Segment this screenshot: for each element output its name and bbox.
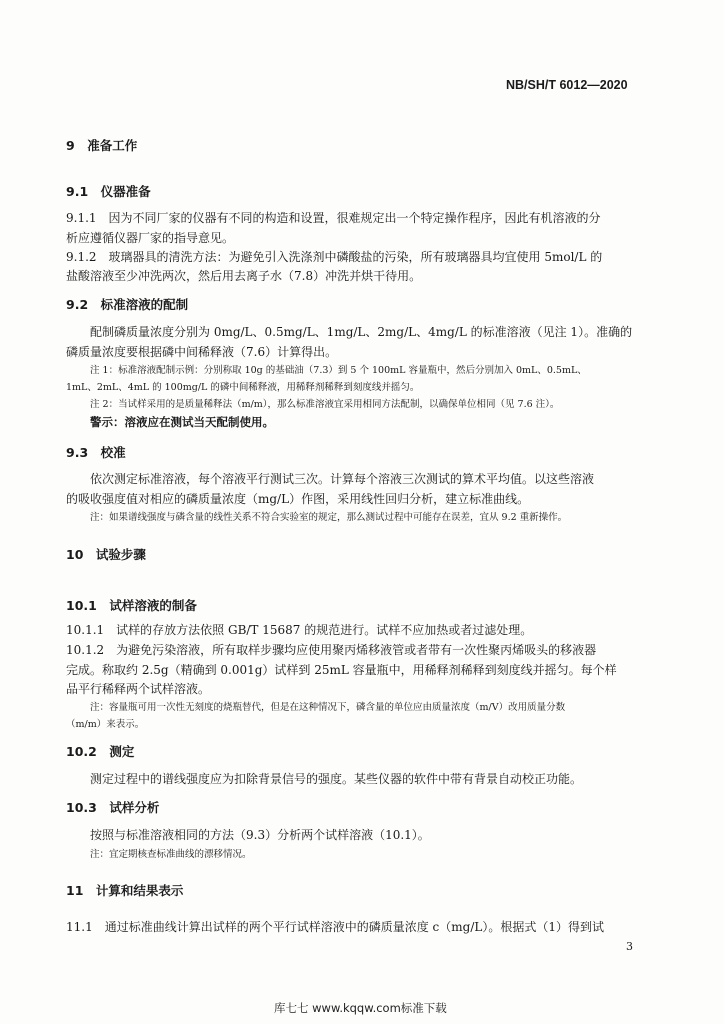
clause-10-1-2-line3: 品平行稀释两个试样溶液。 (66, 682, 211, 696)
section-9-3-title: 9.3 校准 (66, 445, 126, 460)
clause-10-1-2-line1: 10.1.2 为避免污染溶液，所有取样步骤均应使用聚丙烯移液管或者带有一次性聚丙烯吸头的移液器 (66, 643, 597, 657)
note-9-3: 注：如果谱线强度与磷含量的线性关系不符合实验室的规定，那么测试过程中可能存在误差，宜从 9.2 重新操作。 (90, 512, 568, 523)
page-number: 3 (626, 940, 633, 953)
para-9-3-line1: 依次测定标准溶液，每个溶液平行测试三次。计算每个溶液三次测试的算术平均值。以这些溶液 (90, 472, 595, 486)
section-10-3-title: 10.3 试样分析 (66, 800, 160, 815)
clause-9-1-2-line2: 盐酸溶液至少冲洗两次，然后用去离子水（7.8）冲洗并烘干待用。 (66, 269, 422, 283)
para-10-3: 按照与标准溶液相同的方法（9.3）分析两个试样溶液（10.1）。 (90, 828, 430, 842)
note-9-2-2: 注 2：当试样采用的是质量稀释法（m/m），那么标准溶液宜采用相同方法配制，以确保单位相同（见 7.6 注）。 (90, 399, 560, 410)
section-10-2-title: 10.2 测定 (66, 744, 135, 759)
note-9-2-1-line2: 1mL、2mL、4mL 的 100mg/L 的磷中间稀释液，用稀释剂稀释到刻度线并摇匀。 (66, 382, 420, 393)
para-9-3-line2: 的吸收强度值对相应的磷质量浓度（mg/L）作图，采用线性回归分析，建立标准曲线。 (66, 492, 530, 506)
note-9-2-1-line1: 注 1：标准溶液配制示例：分别称取 10g 的基础油（7.3）到 5 个 100mL 容量瓶中，然后分别加入 0mL、0.5mL、 (90, 365, 587, 376)
document-code: NB/SH/T 6012—2020 (506, 78, 628, 92)
section-9-1-title: 9.1 仪器准备 (66, 184, 151, 199)
note-10-1-2-line1: 注：容量瓶可用一次性无刻度的烧瓶替代，但是在这种情况下，磷含量的单位应由质量浓度（m/V）改用质量分数 (90, 702, 566, 713)
section-9-title: 9 准备工作 (66, 138, 138, 153)
clause-9-1-2-line1: 9.1.2 玻璃器具的清洗方法：为避免引入洗涤剂中磷酸盐的污染，所有玻璃器具均宜使用 5mol/L 的 (66, 250, 603, 264)
warning-9-2: 警示：溶液应在测试当天配制使用。 (90, 415, 274, 429)
clause-10-1-1: 10.1.1 试样的存放方法依照 GB/T 15687 的规范进行。试样不应加热或者过滤处理。 (66, 623, 533, 637)
section-10-title: 10 试验步骤 (66, 547, 146, 562)
para-9-2-line1: 配制磷质量浓度分别为 0mg/L、0.5mg/L、1mg/L、2mg/L、4mg/L 的标准溶液（见注 1）。准确的 (90, 325, 633, 339)
para-9-2-line2: 磷质量浓度要根据磷中间稀释液（7.6）计算得出。 (66, 345, 338, 359)
note-10-1-2-line2: （m/m）来表示。 (66, 719, 145, 730)
clause-9-1-1-line2: 析应遵循仪器厂家的指导意见。 (66, 231, 235, 245)
clause-11-1-line1: 11.1 通过标准曲线计算出试样的两个平行试样溶液中的磷质量浓度 c（mg/L）。根据式（1）得到试 (66, 920, 604, 934)
note-10-3: 注：宜定期核查标准曲线的漂移情况。 (90, 849, 252, 860)
footer-watermark: 库七七 www.kqqw.com标准下载 (274, 1001, 447, 1015)
clause-9-1-1-line1: 9.1.1 因为不同厂家的仪器有不同的构造和设置，很难规定出一个特定操作程序，因此有机溶液的分 (66, 211, 601, 225)
clause-10-1-2-line2: 完成。称取约 2.5g（精确到 0.001g）试样到 25mL 容量瓶中，用稀释剂稀释到刻度线并摇匀。每个样 (66, 663, 617, 677)
section-9-2-title: 9.2 标准溶液的配制 (66, 297, 189, 312)
para-10-2: 测定过程中的谱线强度应为扣除背景信号的强度。某些仪器的软件中带有背景自动校正功能。 (90, 772, 583, 786)
section-11-title: 11 计算和结果表示 (66, 883, 184, 898)
section-10-1-title: 10.1 试样溶液的制备 (66, 598, 197, 613)
